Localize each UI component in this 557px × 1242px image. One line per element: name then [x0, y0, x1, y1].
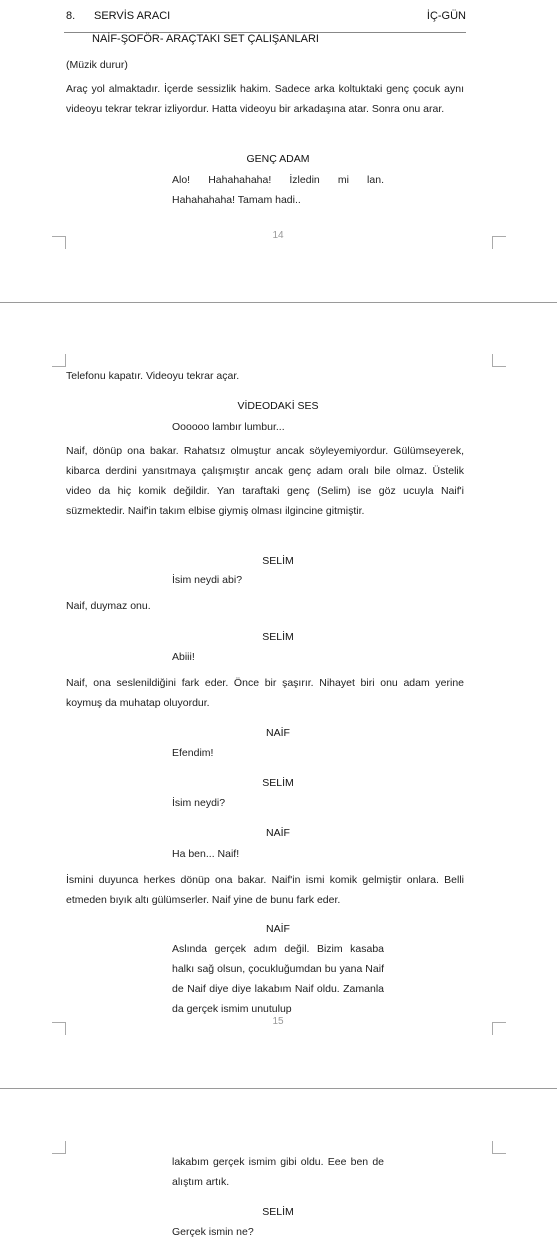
dialogue-naif: Ha ben... Naif!: [172, 848, 240, 860]
crop-mark-icon: [52, 354, 66, 367]
character-cue-naif: NAİF: [266, 827, 290, 839]
character-cue-selim: SELİM: [262, 555, 294, 567]
scene-number: 8.: [66, 10, 76, 22]
page-separator: [0, 1088, 557, 1089]
dialogue-video-voice: Oooooo lambır lumbur...: [172, 421, 285, 433]
character-cue-selim: SELİM: [262, 777, 294, 789]
crop-mark-icon: [52, 236, 66, 249]
scene-location: SERVİS ARACI: [94, 10, 171, 22]
action-phone-off: Telefonu kapatır. Videoyu tekrar açar.: [66, 370, 240, 382]
action-car-moving: Araç yol almaktadır. İçerde sessizlik hakim. Sadece arka koltuktaki genç çocuk aynı videoyu tekrar tekrar izliyordur. Hatta videoyu bir arkadaşına atar. Sonra onu arar.: [66, 83, 464, 115]
dialogue-selim: İsim neydi abi?: [172, 574, 243, 586]
dialogue-selim: İsim neydi?: [172, 797, 226, 809]
character-cue-selim: SELİM: [262, 631, 294, 643]
crop-mark-icon: [492, 236, 506, 249]
action-naif-notices: Naif, ona seslenildiğini fark eder. Önce bir şaşırır. Nihayet biri onu adam yerine koymuş da muhatap oluyordur.: [66, 677, 464, 709]
action-music-stops: (Müzik durur): [66, 59, 128, 71]
action-naif-looks: Naif, dönüp ona bakar. Rahatsız olmuştur ancak söyleyemiyordur. Gülümseyerek, kibarca derdini yansıtmaya çalışmıştır ancak genç adam oralı bile olmaz. Üstelik video da hiç komik değildir. Yan taraftaki genç (Selim) ise göz ucuyla Naif'i süzmektedir. Naif'in takım elbise giymiş olması ilgincine gitmiştir.: [66, 445, 464, 517]
dialogue-naif: Efendim!: [172, 747, 214, 759]
page-number-15: 15: [272, 1016, 284, 1027]
character-cue-naif: NAİF: [266, 727, 290, 739]
crop-mark-icon: [52, 1022, 66, 1035]
scene-subheading: NAİF-ŞOFÖR- ARAÇTAKI SET ÇALIŞANLARI: [92, 33, 319, 45]
page-separator: [0, 302, 557, 303]
page-number-14: 14: [272, 230, 284, 241]
action-naif-ignores: Naif, duymaz onu.: [66, 600, 151, 612]
dialogue-selim: Abiii!: [172, 651, 195, 663]
dialogue-naif-name-story: Aslında gerçek adım değil. Bizim kasaba halkı sağ olsun, çocukluğumdan bu yana Naif de Naif diye diye lakabım Naif oldu. Zamanla da gerçek ismim unutulup: [172, 943, 384, 1015]
character-cue-video-voice: VİDEODAKİ SES: [237, 400, 319, 412]
dialogue-genc-adam-line1: Alo! Hahahahaha! İzledin mi lan.: [172, 174, 384, 186]
crop-mark-icon: [492, 1141, 506, 1154]
character-cue-selim: SELİM: [262, 1206, 294, 1218]
crop-mark-icon: [492, 354, 506, 367]
action-everyone-looks: İsmini duyunca herkes dönüp ona bakar. Naif'in ismi komik gelmiştir onlara. Belli etmeden bıyık altı gülümserler. Naif yine de bunu fark eder.: [66, 874, 464, 906]
crop-mark-icon: [52, 1141, 66, 1154]
dialogue-naif-continued: lakabım gerçek ismim gibi oldu. Eee ben de alıştım artık.: [172, 1156, 384, 1188]
scene-time: İÇ-GÜN: [426, 10, 466, 22]
character-cue-naif: NAİF: [266, 923, 290, 935]
dialogue-selim: Gerçek ismin ne?: [172, 1226, 254, 1238]
crop-mark-icon: [492, 1022, 506, 1035]
character-cue-genc-adam: GENÇ ADAM: [246, 153, 310, 165]
dialogue-genc-adam-line2: Hahahahaha! Tamam hadi..: [172, 194, 301, 206]
